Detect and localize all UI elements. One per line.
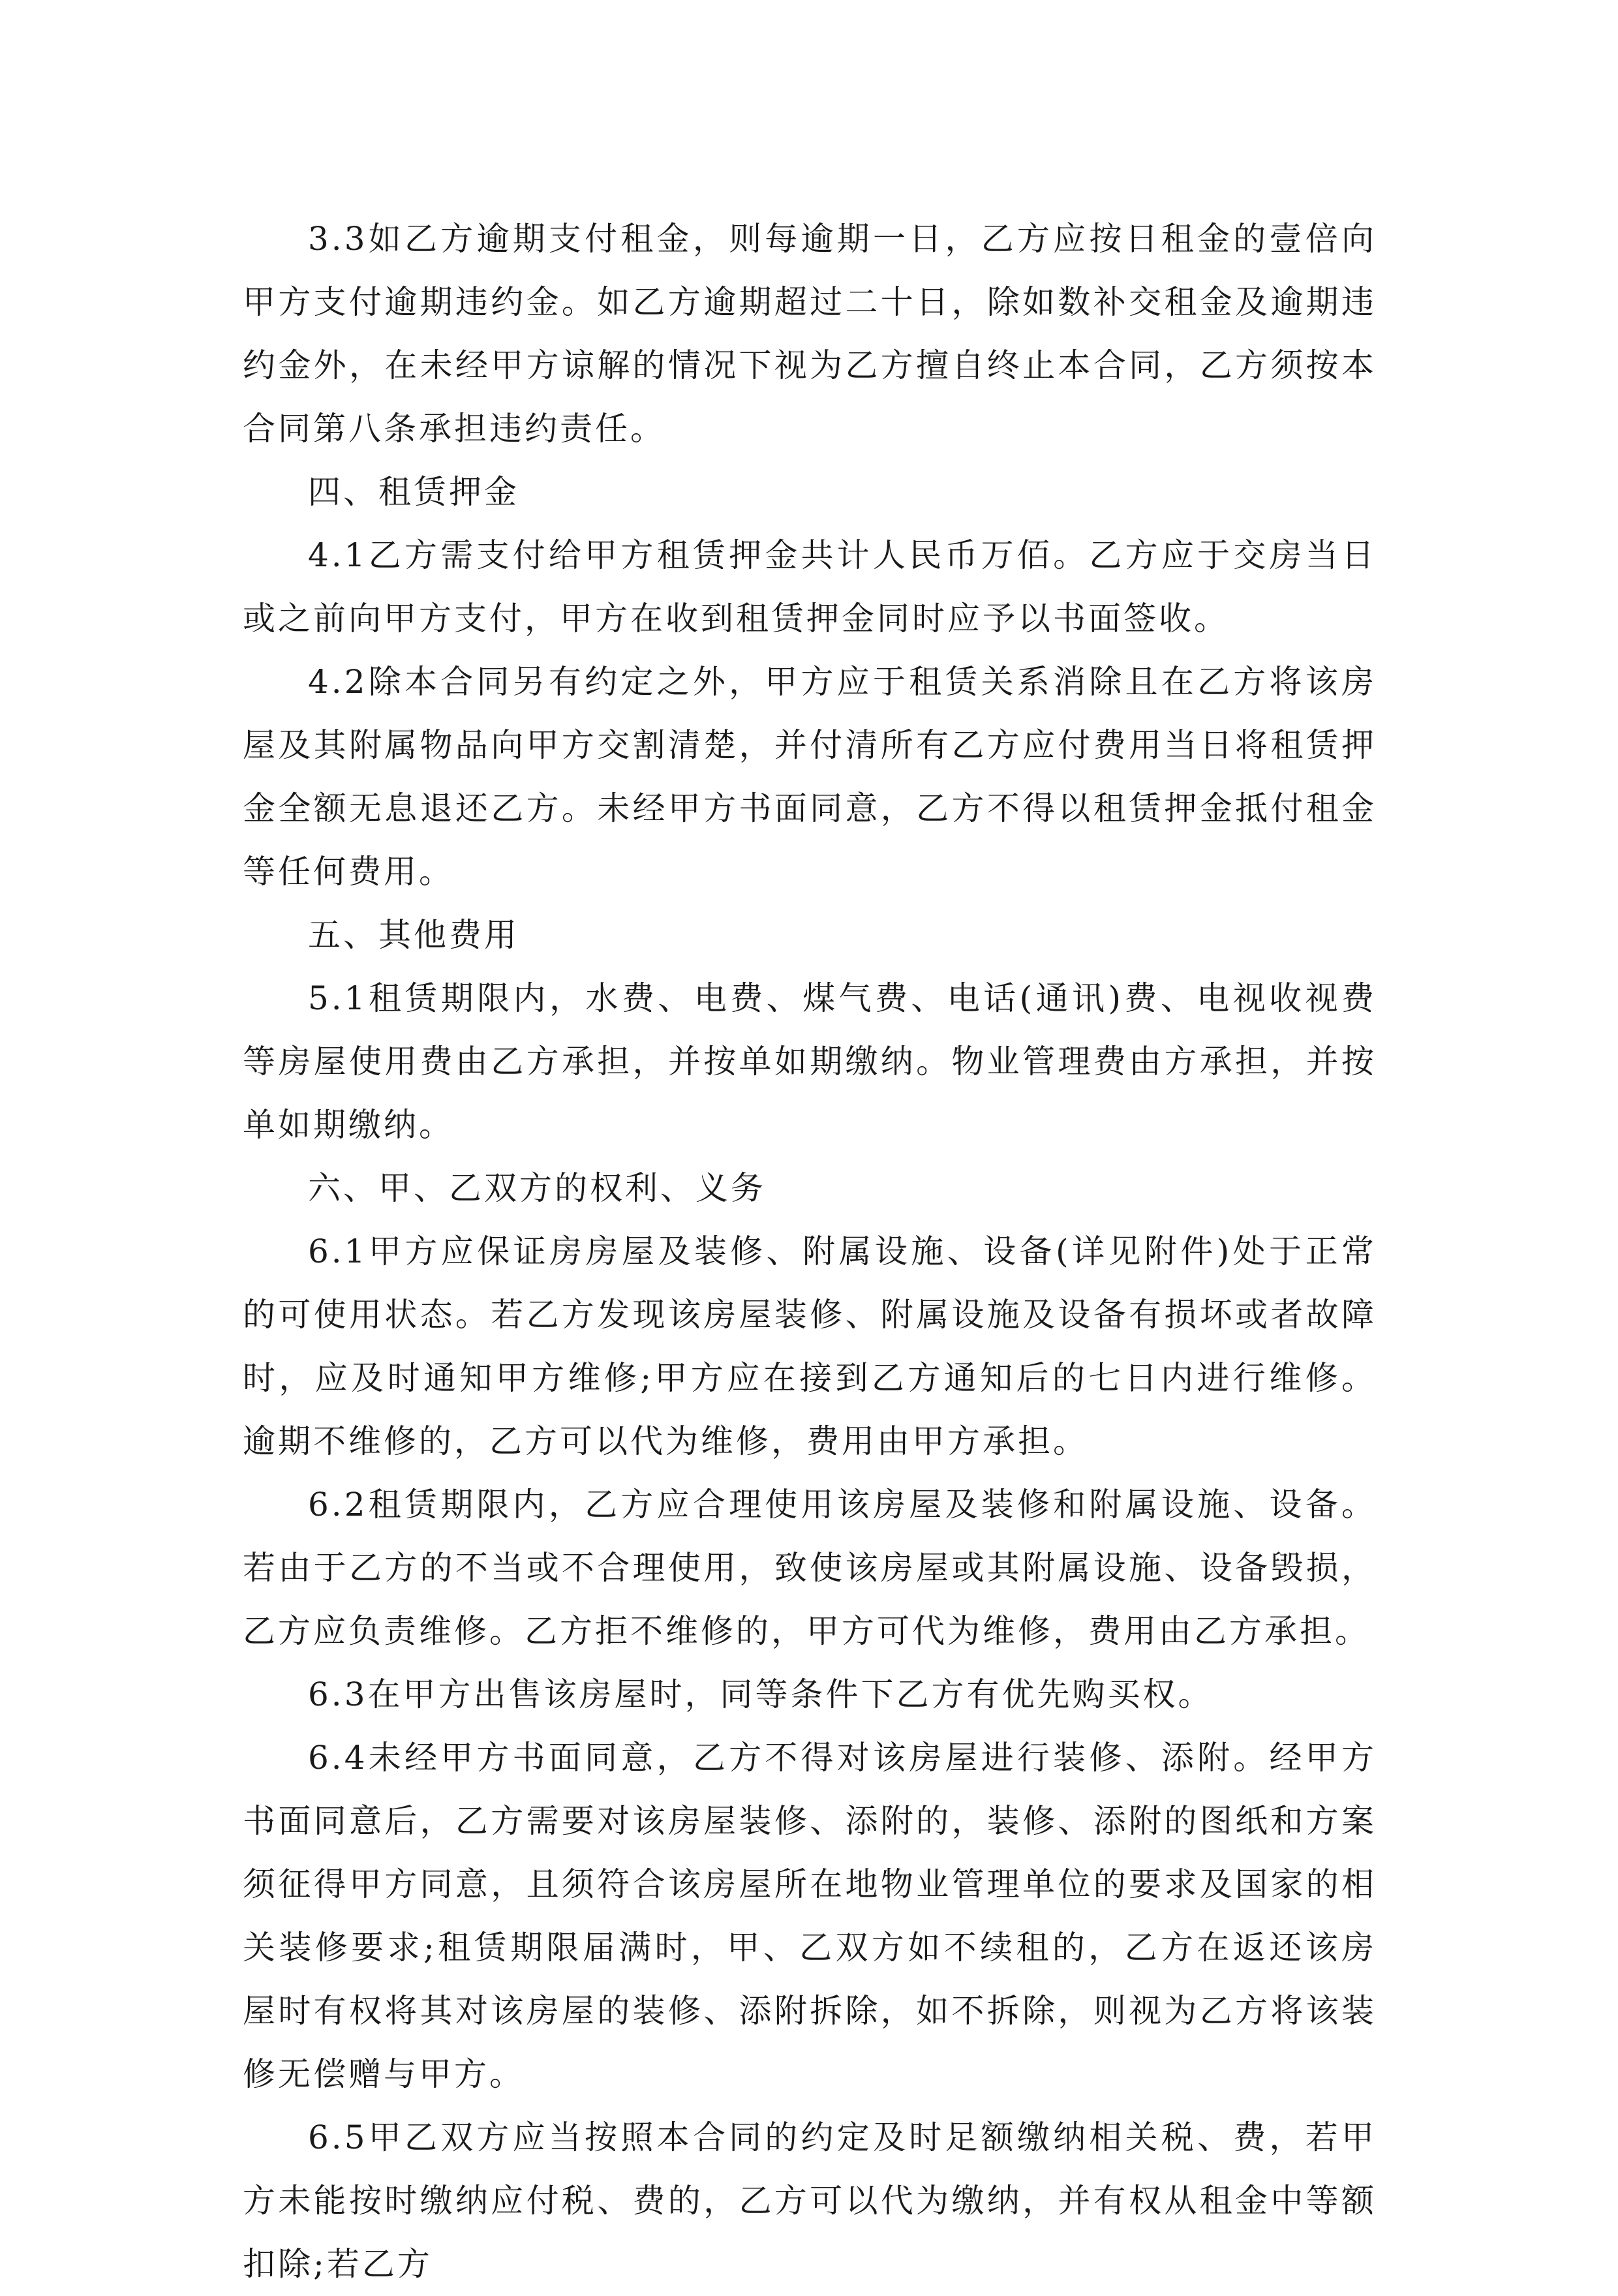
clause-6-2: 6.2租赁期限内，乙方应合理使用该房屋及装修和附属设施、设备。若由于乙方的不当或不合理使用，致使该房屋或其附属设施、设备毁损，乙方应负责维修。乙方拒不维修的，甲方可代为维修，费用由乙方承担。 bbox=[243, 1486, 1377, 1650]
clause-6-4: 6.4未经甲方书面同意，乙方不得对该房屋进行装修、添附。经甲方书面同意后，乙方需要对该房屋装修、添附的，装修、添附的图纸和方案须征得甲方同意，且须符合该房屋所在地物业管理单位的要求及国家的相关装修要求;租赁期限届满时，甲、乙双方如不续租的，乙方在返还该房屋时有权将其对该房屋的装修、添附拆除，如不拆除，则视为乙方将该装修无偿赠与甲方。 bbox=[243, 1739, 1377, 2093]
section-heading-deposit: 四、租赁押金 bbox=[308, 473, 519, 511]
clause-3-3: 3.3如乙方逾期支付租金，则每逾期一日，乙方应按日租金的壹倍向甲方支付逾期违约金。如乙方逾期超过二十日，除如数补交租金及逾期违约金外，在未经甲方谅解的情况下视为乙方擅自终止本合同，乙方须按本合同第八条承担违约责任。 bbox=[243, 220, 1377, 448]
clause-6-1: 6.1甲方应保证房房屋及装修、附属设施、设备(详见附件)处于正常的可使用状态。若乙方发现该房屋装修、附属设施及设备有损坏或者故障时，应及时通知甲方维修;甲方应在接到乙方通知后的七日内进行维修。逾期不维修的，乙方可以代为维修，费用由甲方承担。 bbox=[243, 1232, 1377, 1460]
clause-4-1: 4.1乙方需支付给甲方租赁押金共计人民币万佰。乙方应于交房当日或之前向甲方支付，甲方在收到租赁押金同时应予以书面签收。 bbox=[243, 536, 1377, 637]
clause-6-5: 6.5甲乙双方应当按照本合同的约定及时足额缴纳相关税、费，若甲方未能按时缴纳应付税、费的，乙方可以代为缴纳，并有权从租金中等额扣除;若乙方 bbox=[243, 2119, 1377, 2283]
clause-4-2: 4.2除本合同另有约定之外，甲方应于租赁关系消除且在乙方将该房屋及其附属物品向甲方交割清楚，并付清所有乙方应付费用当日将租赁押金全额无息退还乙方。未经甲方书面同意，乙方不得以租赁押金抵付租金等任何费用。 bbox=[243, 663, 1377, 891]
clause-6-3: 6.3在甲方出售该房屋时，同等条件下乙方有优先购买权。 bbox=[308, 1676, 1214, 1713]
section-heading-rights-obligations: 六、甲、乙双方的权利、义务 bbox=[308, 1169, 766, 1207]
contract-body bbox=[243, 207, 1377, 2296]
section-heading-other-fees: 五、其他费用 bbox=[308, 916, 519, 954]
clause-5-1: 5.1租赁期限内，水费、电费、煤气费、电话(通讯)费、电视收视费等房屋使用费由乙方承担，并按单如期缴纳。物业管理费由方承担，并按单如期缴纳。 bbox=[243, 979, 1377, 1144]
